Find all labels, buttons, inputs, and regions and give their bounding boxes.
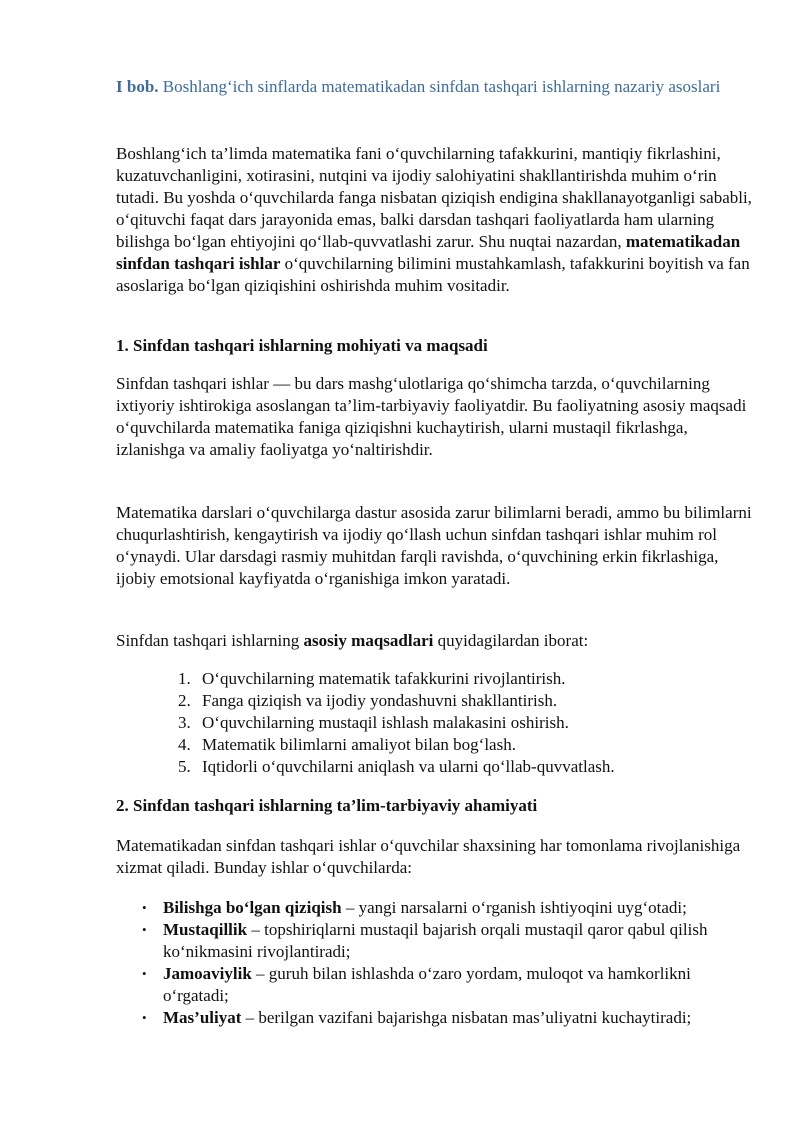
chapter-label: I bob. bbox=[116, 77, 159, 96]
goal-text: Matematik bilimlarni amaliyot bilan bog‘lash. bbox=[202, 735, 516, 754]
goal-item bbox=[156, 690, 796, 712]
goals-intro-bold: asosiy maqsadlari bbox=[303, 631, 434, 650]
goal-text: Iqtidorli o‘quvchilarni aniqlash va ularni qo‘llab-quvvatlash. bbox=[202, 757, 615, 776]
goal-item bbox=[156, 668, 796, 690]
goal-item bbox=[156, 734, 796, 756]
goals-intro-text: Sinfdan tashqari ishlarning bbox=[116, 631, 304, 650]
goals-list bbox=[116, 668, 796, 778]
quality-text: – topshiriqlarni mustaqil bajarish orqali mustaqil qaror qabul qilish ko‘nikmasini rivojlantiradi; bbox=[163, 920, 708, 961]
goal-item bbox=[156, 756, 796, 778]
goal-item bbox=[156, 712, 796, 734]
intro-text-1: Boshlang‘ich ta’limda matematika fani o‘quvchilarning tafakkurini, mantiqiy fikrlashini, kuzatuvchanligini, xotirasini, nutqini va ijodiy salohiyatini shakllantirishda muhim o‘rin tutadi. Bu yoshda o‘quvchilarda fanga nisbatan qiziqish endigina shakllanayotganligi sababli, o‘qituvchi faqat dars jarayonida emas, balki darsdan tashqari faoliyatlarda ham ularning bilishga bo‘lgan ehtiyojini qo‘llab-quvvatlashi zarur. Shu nuqtai nazardan, bbox=[116, 144, 752, 251]
goal-number: 5. bbox=[178, 757, 191, 776]
section1-paragraph-2: Matematika darslari o‘quvchilarga dastur asosida zarur bilimlarni beradi, ammo bu bilimlarni chuqurlashtirish, kengaytirish va ijodiy qo‘llash uchun sinfdan tashqari ishlar muhim rol o‘ynaydi. Ular darsdagi rasmiy muhitdan farqli ravishda, o‘quvchining erkin fikrlashiga, ijobiy emotsional kayfiyatda o‘rganishiga imkon yaratadi. bbox=[116, 503, 752, 588]
goal-number: 2. bbox=[178, 691, 191, 710]
quality-item bbox=[116, 897, 756, 919]
section2-paragraph-1: Matematikadan sinfdan tashqari ishlar o‘quvchilar shaxsining har tomonlama rivojlanishiga xizmat qiladi. Bunday ishlar o‘quvchilarda: bbox=[116, 836, 741, 877]
goals-intro bbox=[116, 630, 756, 652]
goals-intro-tail: quyidagilardan iborat: bbox=[433, 631, 589, 650]
goal-text: O‘quvchilarning mustaqil ishlash malakasini oshirish. bbox=[202, 713, 569, 732]
quality-term: Jamoaviylik bbox=[163, 964, 252, 983]
goal-number: 3. bbox=[178, 713, 191, 732]
quality-term: Mas’uliyat bbox=[163, 1008, 242, 1027]
intro-paragraph bbox=[116, 143, 756, 297]
section1-paragraph-1: Sinfdan tashqari ishlar — bu dars mashg‘ulotlariga qo‘shimcha tarzda, o‘quvchilarning ixtiyoriy ishtirokiga asoslangan ta’lim-tarbiyaviy faoliyatdir. Bu faoliyatning asosiy maqsadi o‘quvchilarda matematika faniga qiziqishni kuchaytirish, ularni mustaqil fikrlashga, izlanishga va amaliy faoliyatga yo‘naltirishdir. bbox=[116, 374, 747, 459]
intro-bold-term: matematikadan sinfdan tashqari ishlar bbox=[116, 232, 741, 273]
quality-term: Mustaqillik bbox=[163, 920, 248, 939]
quality-text: – yangi narsalarni o‘rganish ishtiyoqini uyg‘otadi; bbox=[341, 898, 687, 917]
section1-heading: 1. Sinfdan tashqari ishlarning mohiyati va maqsadi bbox=[116, 336, 488, 355]
goal-number: 1. bbox=[178, 669, 191, 688]
bullet-icon: • bbox=[142, 900, 147, 915]
qualities-list bbox=[116, 897, 756, 1029]
goal-text: O‘quvchilarning matematik tafakkurini rivojlantirish. bbox=[202, 669, 566, 688]
goal-text: Fanga qiziqish va ijodiy yondashuvni shakllantirish. bbox=[202, 691, 558, 710]
bullet-icon: • bbox=[142, 922, 147, 937]
section2-heading: 2. Sinfdan tashqari ishlarning ta’lim-tarbiyaviy ahamiyati bbox=[116, 796, 538, 815]
quality-item bbox=[116, 1007, 756, 1029]
chapter-title-text: Boshlang‘ich sinflarda matematikadan sinfdan tashqari ishlarning nazariy asoslari bbox=[162, 77, 721, 96]
quality-text: – guruh bilan ishlashda o‘zaro yordam, muloqot va hamkorlikni o‘rgatadi; bbox=[163, 964, 691, 1005]
chapter-title bbox=[116, 76, 746, 98]
bullet-icon: • bbox=[142, 966, 147, 981]
quality-item bbox=[116, 919, 756, 963]
goal-number: 4. bbox=[178, 735, 191, 754]
quality-text: – berilgan vazifani bajarishga nisbatan mas’uliyatni kuchaytiradi; bbox=[241, 1008, 692, 1027]
bullet-icon: • bbox=[142, 1010, 147, 1025]
intro-text-2: o‘quvchilarning bilimini mustahkamlash, tafakkurini boyitish va fan asoslariga bo‘lgan qiziqishini oshirishda muhim vositadir. bbox=[116, 254, 750, 295]
quality-term: Bilishga bo‘lgan qiziqish bbox=[163, 898, 342, 917]
quality-item bbox=[116, 963, 756, 1007]
